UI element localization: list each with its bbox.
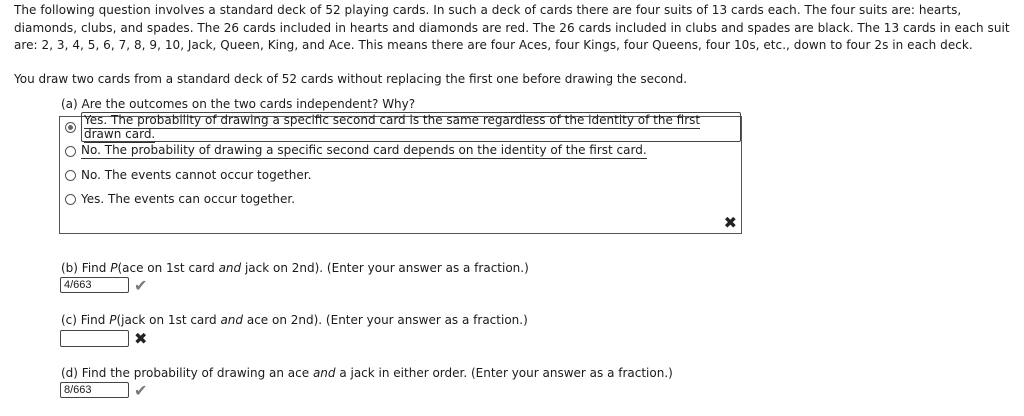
q-text: (c) Find xyxy=(61,313,110,327)
option-no-depends[interactable] xyxy=(65,142,647,160)
q-text-italic: and xyxy=(220,313,244,327)
option-yes-can-occur[interactable] xyxy=(65,190,295,208)
radio-selected[interactable] xyxy=(65,122,76,133)
q-text: ace on 2nd). (Enter your answer as a fraction.) xyxy=(243,313,528,327)
intro-text: The following question involves a standard deck of 52 playing cards. In such a deck of cards there are four suits of 13 cards each. The four suits are: hearts, diamonds, clubs, and spades. The 26 cards included in hearts and diamonds are red. The 26 cards included in clubs and spades are black. The 13 cards in each suit are: 2, 3, 4, 5, 6, 7, 8, 9, 10, Jack, Queen, King, and Ace. This means there are four Aces, four Kings, four Queens, four 10s, etc., down to four 2s in each deck. xyxy=(14,3,1010,52)
option-label: No. The probability of drawing a specific second card depends on the identity of the first card. xyxy=(81,143,647,157)
option-yes-same-probability[interactable] xyxy=(65,113,741,141)
radio[interactable] xyxy=(65,146,76,157)
part-a-question: (a) Are the outcomes on the two cards independent? Why? xyxy=(61,97,416,111)
q-text: (jack on 1st card xyxy=(116,313,221,327)
part-c-answer-input[interactable] xyxy=(60,330,129,347)
q-text: (b) Find xyxy=(61,261,111,275)
part-d-question xyxy=(61,366,673,380)
correct-check-icon: ✔ xyxy=(134,381,148,400)
option-label: Yes. The probability of drawing a specific second card is the same regardless of the identity of the first drawn card. xyxy=(84,113,701,141)
q-text: jack on 2nd). (Enter your answer as a fraction.) xyxy=(241,261,529,275)
part-b-question xyxy=(61,261,529,275)
part-b-answer-input[interactable]: 4/663 xyxy=(60,277,129,293)
incorrect-x-icon: ✖ xyxy=(723,213,737,232)
part-c-question xyxy=(61,313,528,327)
selected-option-box xyxy=(81,112,741,142)
part-d-answer-input[interactable]: 8/663 xyxy=(60,382,129,398)
part-a-options xyxy=(59,113,742,234)
correct-check-icon: ✔ xyxy=(134,276,148,295)
q-text: a jack in either order. (Enter your answer as a fraction.) xyxy=(335,366,673,380)
q-text-italic: P xyxy=(110,261,118,275)
radio[interactable] xyxy=(65,170,76,181)
q-text: (ace on 1st card xyxy=(117,261,219,275)
option-no-cannot-occur[interactable] xyxy=(65,166,311,184)
q-text-italic: and xyxy=(312,366,336,380)
radio[interactable] xyxy=(65,194,76,205)
q-text-italic: and xyxy=(218,261,242,275)
option-label: No. The events cannot occur together. xyxy=(81,168,312,182)
problem-prompt: You draw two cards from a standard deck of 52 cards without replacing the first one before drawing the second. xyxy=(14,72,688,86)
q-text: (d) Find the probability of drawing an ace xyxy=(61,366,313,380)
option-label: Yes. The events can occur together. xyxy=(81,192,296,206)
q-text-italic: P xyxy=(109,313,117,327)
incorrect-x-icon: ✖ xyxy=(134,329,148,348)
